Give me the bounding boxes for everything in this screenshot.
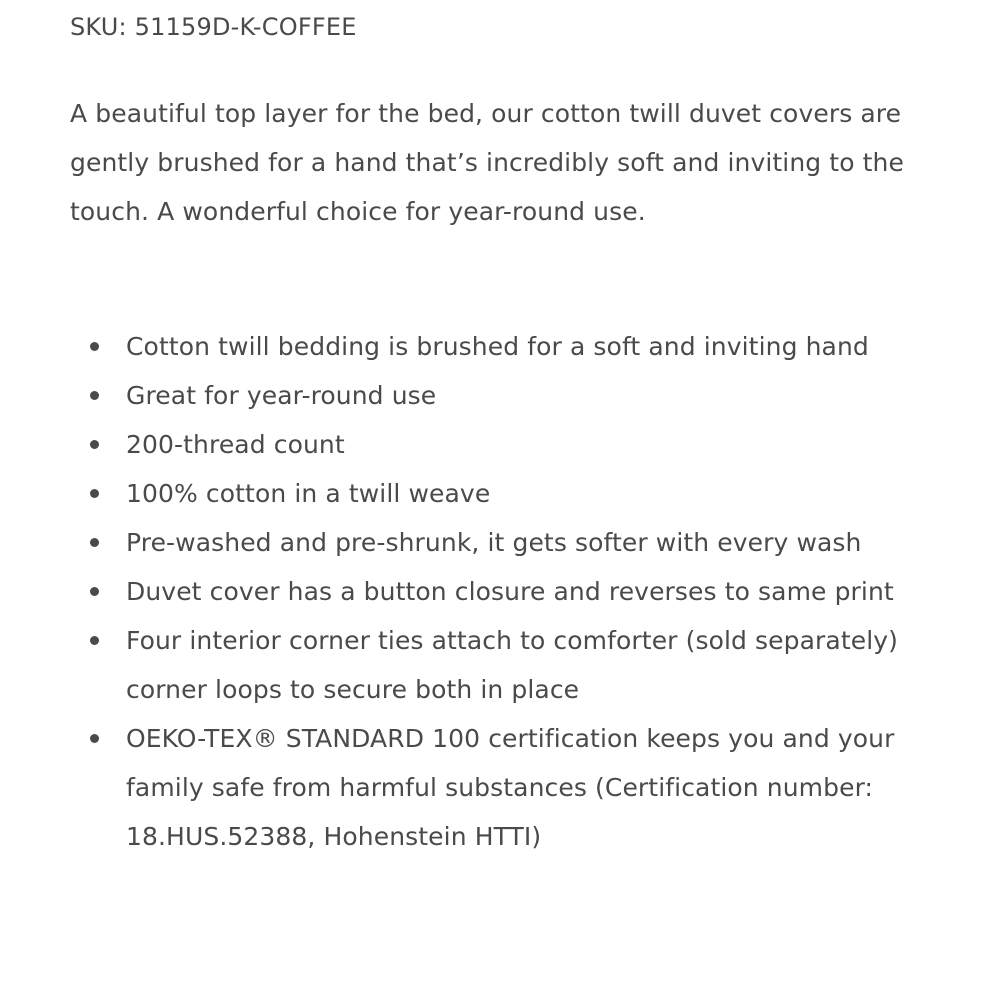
- bullet-icon: [90, 734, 99, 743]
- product-description: A beautiful top layer for the bed, our cotton twill duvet covers are gently brushed for a hand that’s incredibly soft and inviting to the touch. A wonderful choice for year-round use.: [70, 99, 904, 226]
- feature-text: 200-thread count: [126, 430, 345, 459]
- feature-item: [70, 567, 940, 616]
- bullet-icon: [90, 391, 99, 400]
- feature-text: 100% cotton in a twill weave: [126, 479, 491, 508]
- bullet-icon: [90, 587, 99, 596]
- bullet-icon: [90, 440, 99, 449]
- product-sku: SKU: 51159D-K-COFFEE: [70, 13, 357, 41]
- feature-text: Cotton twill bedding is brushed for a soft and inviting hand: [126, 332, 869, 361]
- feature-text: Pre-washed and pre-shrunk, it gets softer with every wash: [126, 528, 862, 557]
- feature-text: OEKO-TEX® STANDARD 100 certification keeps you and your family safe from harmful substances (Certification number: 18.HUS.52388, Hohenstein HTTI): [126, 724, 895, 851]
- feature-item: [70, 322, 940, 371]
- feature-item: [70, 371, 940, 420]
- feature-text: Four interior corner ties attach to comforter (sold separately) corner loops to secure both in place: [126, 626, 899, 704]
- bullet-icon: [90, 342, 99, 351]
- bullet-icon: [90, 636, 99, 645]
- feature-list: [70, 322, 940, 861]
- feature-item: [70, 420, 940, 469]
- feature-item: [70, 469, 940, 518]
- feature-item: [70, 616, 940, 714]
- feature-text: Great for year-round use: [126, 381, 437, 410]
- bullet-icon: [90, 538, 99, 547]
- feature-item: [70, 714, 940, 861]
- bullet-icon: [90, 489, 99, 498]
- feature-item: [70, 518, 940, 567]
- feature-text: Duvet cover has a button closure and reverses to same print: [126, 577, 894, 606]
